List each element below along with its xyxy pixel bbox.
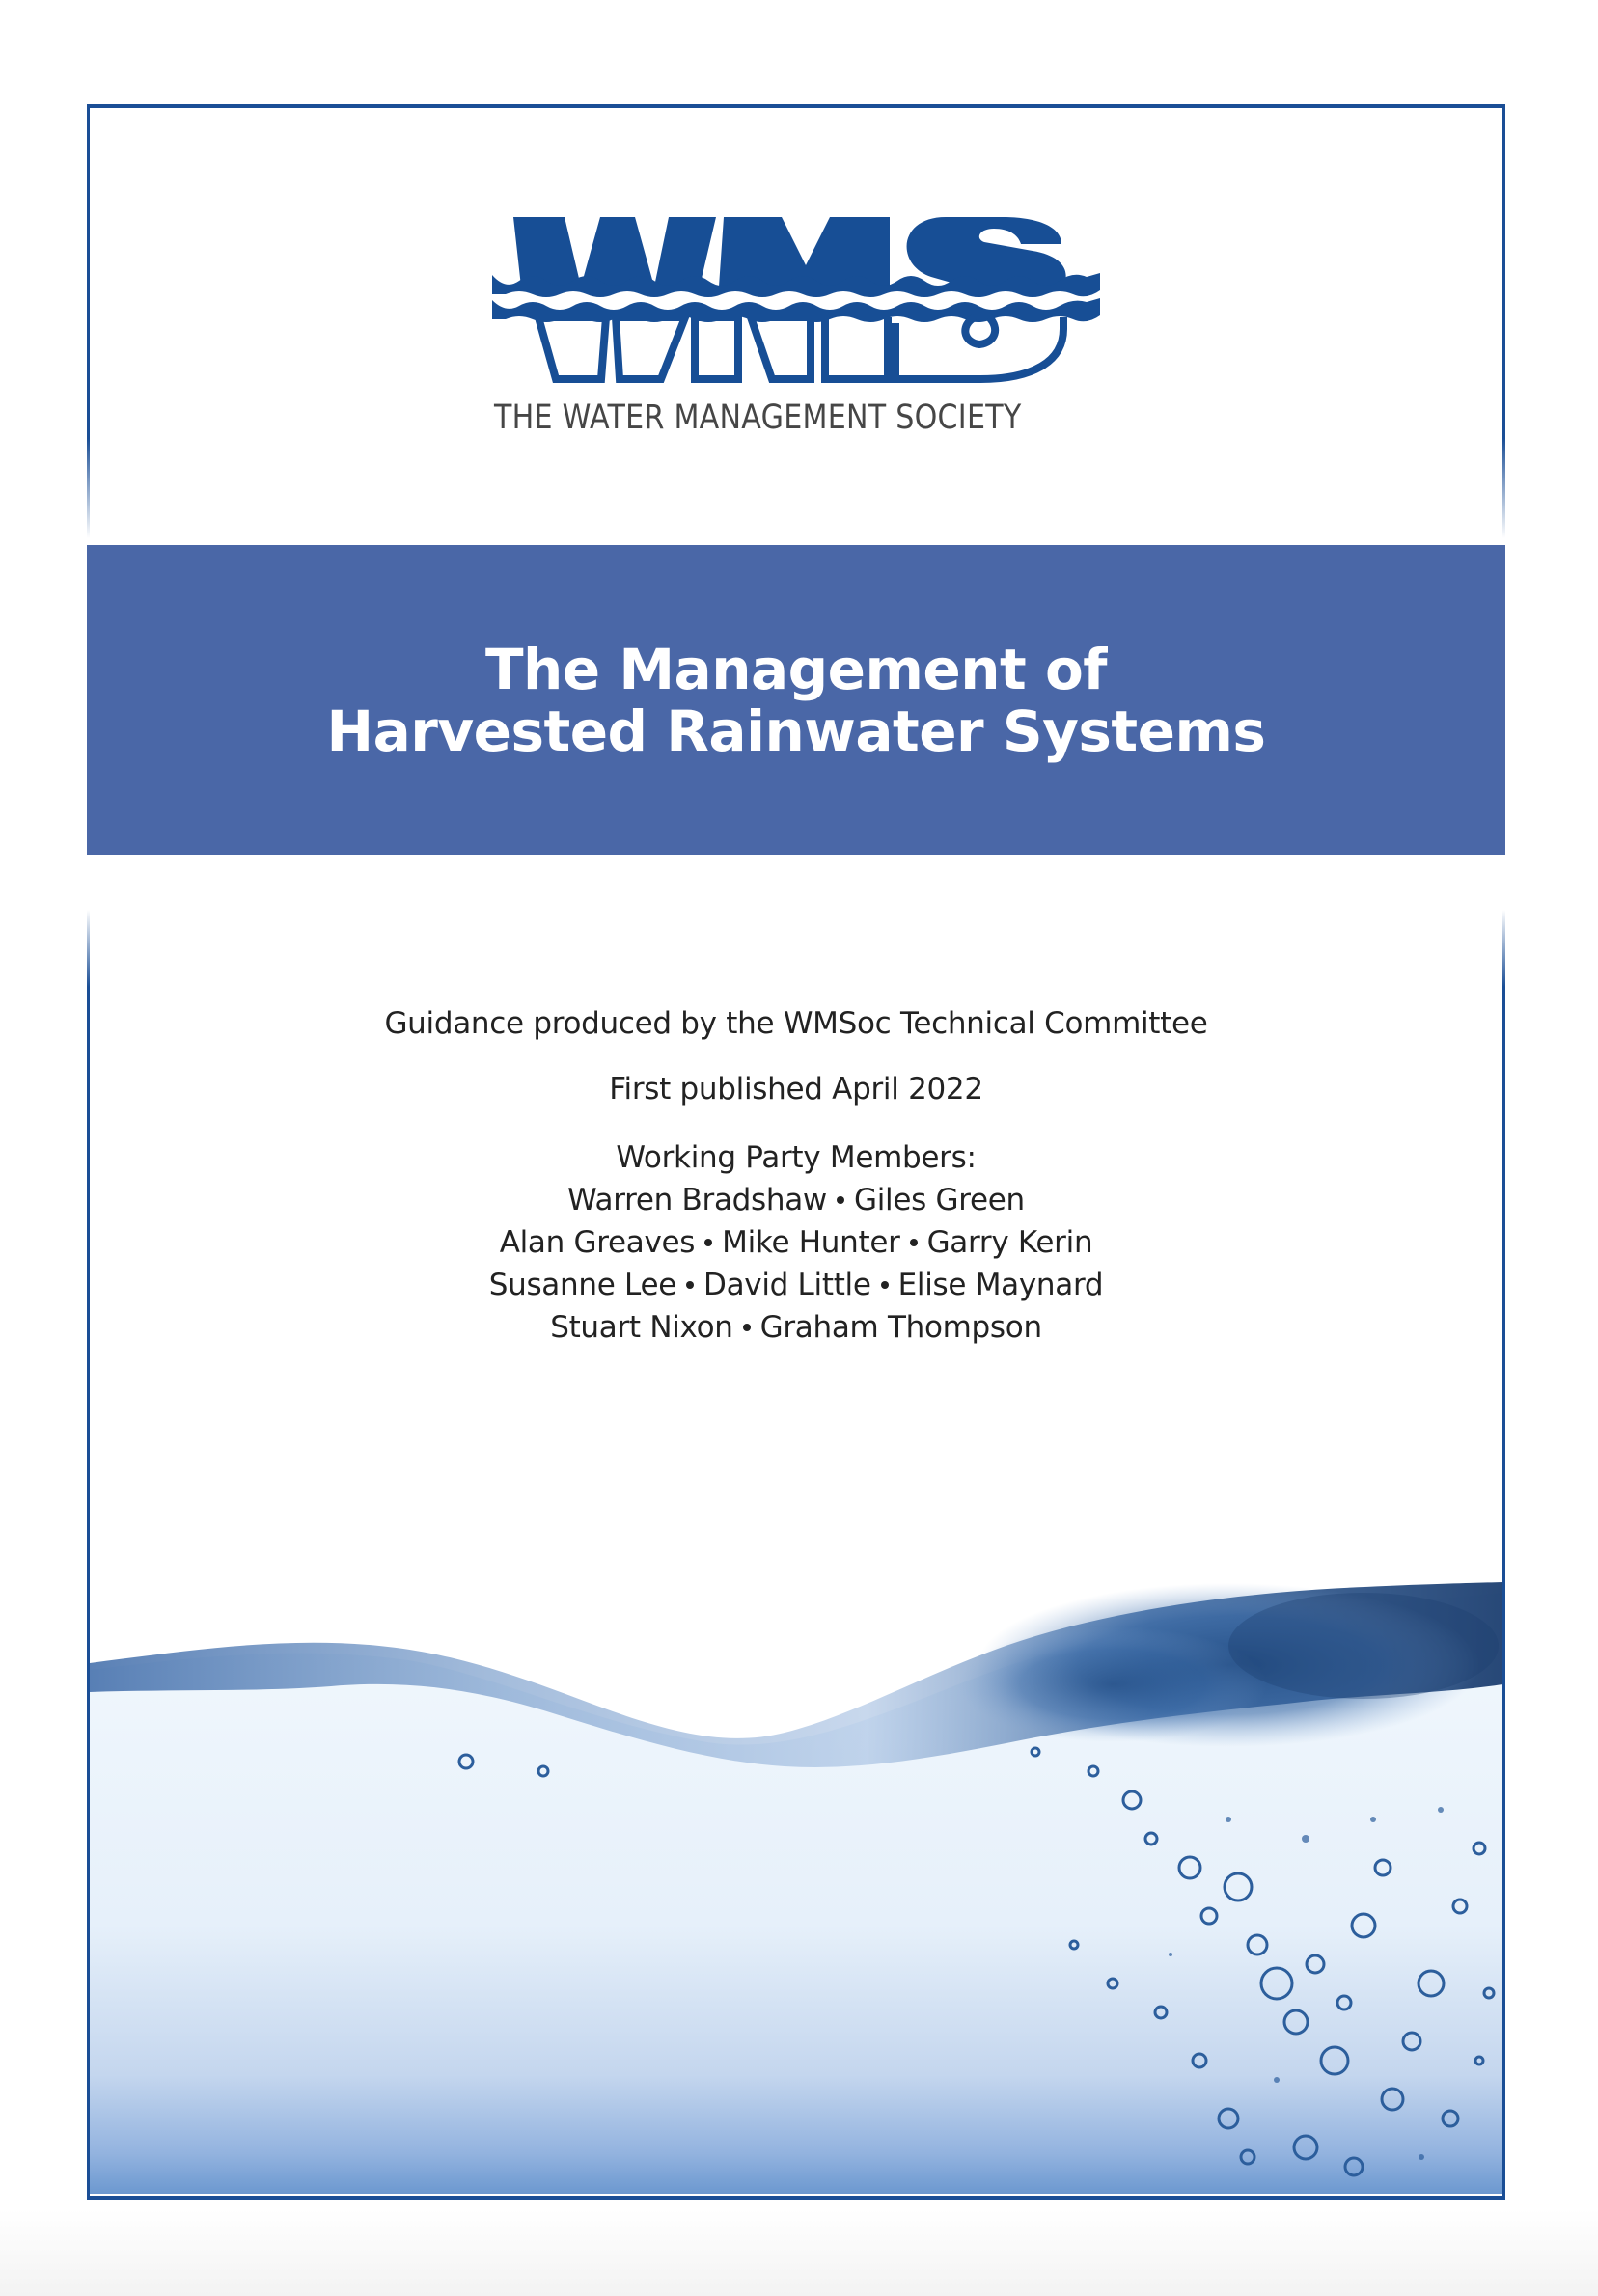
frame-border-top	[87, 104, 1505, 108]
publication-date: First published April 2022	[609, 1072, 983, 1107]
working-party-members	[87, 1136, 1505, 1349]
member-name: Stuart Nixon	[550, 1310, 733, 1345]
bullet-separator-icon	[704, 1239, 712, 1246]
member-name: David Little	[703, 1268, 871, 1302]
water-splash-bubbles-image	[90, 1578, 1502, 2196]
document-title-line-1: The Management of	[484, 636, 1108, 702]
guidance-statement: Guidance produced by the WMSoc Technical Committee	[384, 1006, 1208, 1041]
bullet-separator-icon	[686, 1281, 694, 1289]
frame-border-bottom	[87, 2196, 1505, 2200]
member-row	[87, 1306, 1505, 1349]
title-banner	[87, 545, 1505, 855]
member-name: Garry Kerin	[926, 1225, 1093, 1260]
bullet-separator-icon	[837, 1196, 844, 1204]
member-row	[87, 1264, 1505, 1306]
wms-waves-logo-icon	[492, 217, 1100, 383]
members-heading: Working Party Members:	[616, 1140, 977, 1175]
member-row	[87, 1179, 1505, 1221]
cover-frame	[87, 104, 1505, 2200]
bullet-separator-icon	[881, 1281, 889, 1289]
document-title-line-2: Harvested Rainwater Systems	[326, 697, 1266, 764]
frame-border-left-upper	[87, 104, 90, 538]
member-name: Graham Thompson	[759, 1310, 1042, 1345]
member-name: Mike Hunter	[722, 1225, 900, 1260]
member-name: Warren Bradshaw	[567, 1183, 827, 1217]
member-row	[87, 1221, 1505, 1264]
frame-border-right-upper	[1502, 104, 1505, 538]
bullet-separator-icon	[910, 1239, 918, 1246]
member-name: Giles Green	[853, 1183, 1025, 1217]
member-name: Alan Greaves	[499, 1225, 696, 1260]
bullet-separator-icon	[743, 1324, 751, 1331]
member-name: Elise Maynard	[897, 1268, 1104, 1302]
organisation-name: THE WATER MANAGEMENT SOCIETY	[494, 398, 1022, 437]
member-name: Susanne Lee	[488, 1268, 676, 1302]
